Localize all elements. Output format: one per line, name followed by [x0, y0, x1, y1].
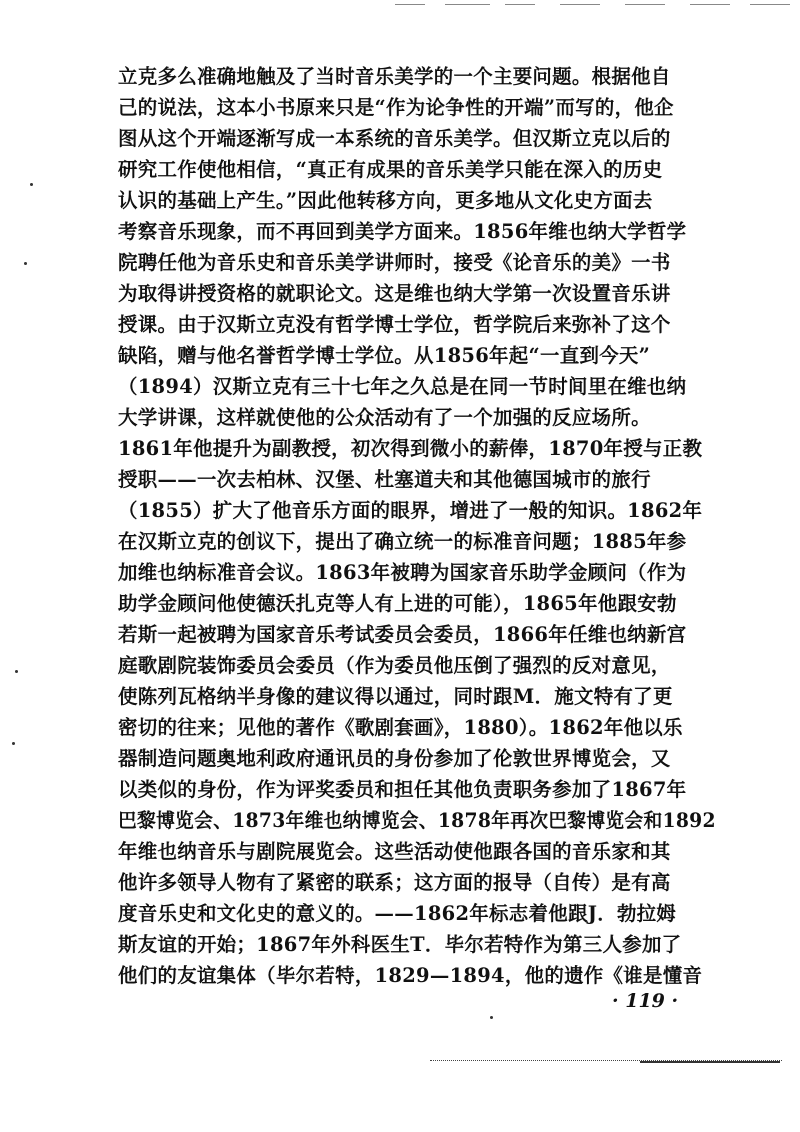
- text-line: 1861年他提升为副教授，初次得到微小的薪俸，1870年授与正教: [118, 437, 703, 460]
- scan-speck: [24, 262, 27, 265]
- text-line: 助学金顾问他使德沃扎克等人有上进的可能），1865年他跟安勃: [118, 592, 677, 615]
- top-rule-segment: [395, 4, 425, 5]
- text-line: 以类似的身份，作为评奖委员和担任其他负责职务参加了1867年: [118, 778, 687, 801]
- text-line: 在汉斯立克的创议下，提出了确立统一的标准音问题；1885年参: [118, 530, 687, 553]
- text-line: 器制造问题奥地利政府通讯员的身份参加了伦敦世界博览会，又: [118, 747, 671, 770]
- text-line: 图从这个开端逐渐写成一本系统的音乐美学。但汉斯立克以后的: [118, 127, 671, 150]
- text-line: 庭歌剧院装饰委员会委员（作为委员他压倒了强烈的反对意见，: [118, 654, 671, 677]
- top-rule-segment: [445, 4, 490, 5]
- text-line: 度音乐史和文化史的意义的。——1862年标志着他跟J．勃拉姆: [118, 902, 677, 925]
- text-line: 院聘任他为音乐史和音乐美学讲师时，接受《论音乐的美》一书: [118, 251, 671, 274]
- text-line: 立克多么准确地触及了当时音乐美学的一个主要问题。根据他自: [118, 65, 671, 88]
- text-line: 认识的基础上产生。”因此他转移方向，更多地从文化史方面去: [118, 189, 653, 212]
- top-rule-segment: [505, 4, 535, 5]
- text-line: 研究工作使他相信，“真正有成果的音乐美学只能在深入的历史: [118, 158, 663, 181]
- text-line: 加维也纳标准音会议。1863年被聘为国家音乐助学金顾问（作为: [118, 561, 687, 584]
- text-line: 为取得讲授资格的就职论文。这是维也纳大学第一次设置音乐讲: [118, 282, 671, 305]
- text-line: 考察音乐现象，而不再回到美学方面来。1856年维也纳大学哲学: [118, 220, 687, 243]
- text-line: 授课。由于汉斯立克没有哲学博士学位，哲学院后来弥补了这个: [118, 313, 671, 336]
- top-rule-segment: [750, 4, 790, 5]
- scan-speck: [490, 1016, 493, 1019]
- text-line: 他许多领导人物有了紧密的联系；这方面的报导（自传）是有高: [118, 871, 671, 894]
- text-line: 使陈列瓦格纳半身像的建议得以通过，同时跟M．施文特有了更: [118, 685, 673, 708]
- scan-speck: [15, 670, 18, 673]
- text-line: （1855）扩大了他音乐方面的眼界，增进了一般的知识。1862年: [118, 499, 703, 522]
- scan-speck: [30, 183, 33, 186]
- text-line: 授职——一次去柏林、汉堡、杜塞道夫和其他德国城市的旅行: [118, 468, 651, 491]
- text-line: 若斯一起被聘为国家音乐考试委员会委员，1866年任维也纳新宫: [118, 623, 687, 646]
- text-line: 密切的往来；见他的著作《歌剧套画》，1880）。1862年他以乐: [118, 716, 683, 739]
- page-number: · 119 ·: [612, 990, 679, 1012]
- text-line: 巴黎博览会、1873年维也纳博览会、1878年再次巴黎博览会和1892: [118, 809, 716, 832]
- top-rule-segment: [625, 4, 665, 5]
- text-line: 缺陷，赠与他名誉哲学博士学位。从1856年起“一直到今天”: [118, 344, 651, 367]
- text-line: 己的说法，这本小书原来只是“作为论争性的开端”而写的，他企: [118, 96, 674, 119]
- scan-speck: [12, 742, 15, 745]
- top-rule-segment: [690, 4, 730, 5]
- text-line: 斯友谊的开始；1867年外科医生T．毕尔若特作为第三人参加了: [118, 933, 682, 956]
- text-line: （1894）汉斯立克有三十七年之久总是在同一节时间里在维也纳: [118, 375, 687, 398]
- text-line: 年维也纳音乐与剧院展览会。这些活动使他跟各国的音乐家和其: [118, 840, 671, 863]
- top-rule-segment: [560, 4, 600, 5]
- text-line: 他们的友谊集体（毕尔若特，1829—1894，他的遗作《谁是懂音: [118, 964, 703, 987]
- text-line: 大学讲课，这样就使他的公众活动有了一个加强的反应场所。: [118, 406, 651, 429]
- footer-rule-solid: [640, 1061, 780, 1063]
